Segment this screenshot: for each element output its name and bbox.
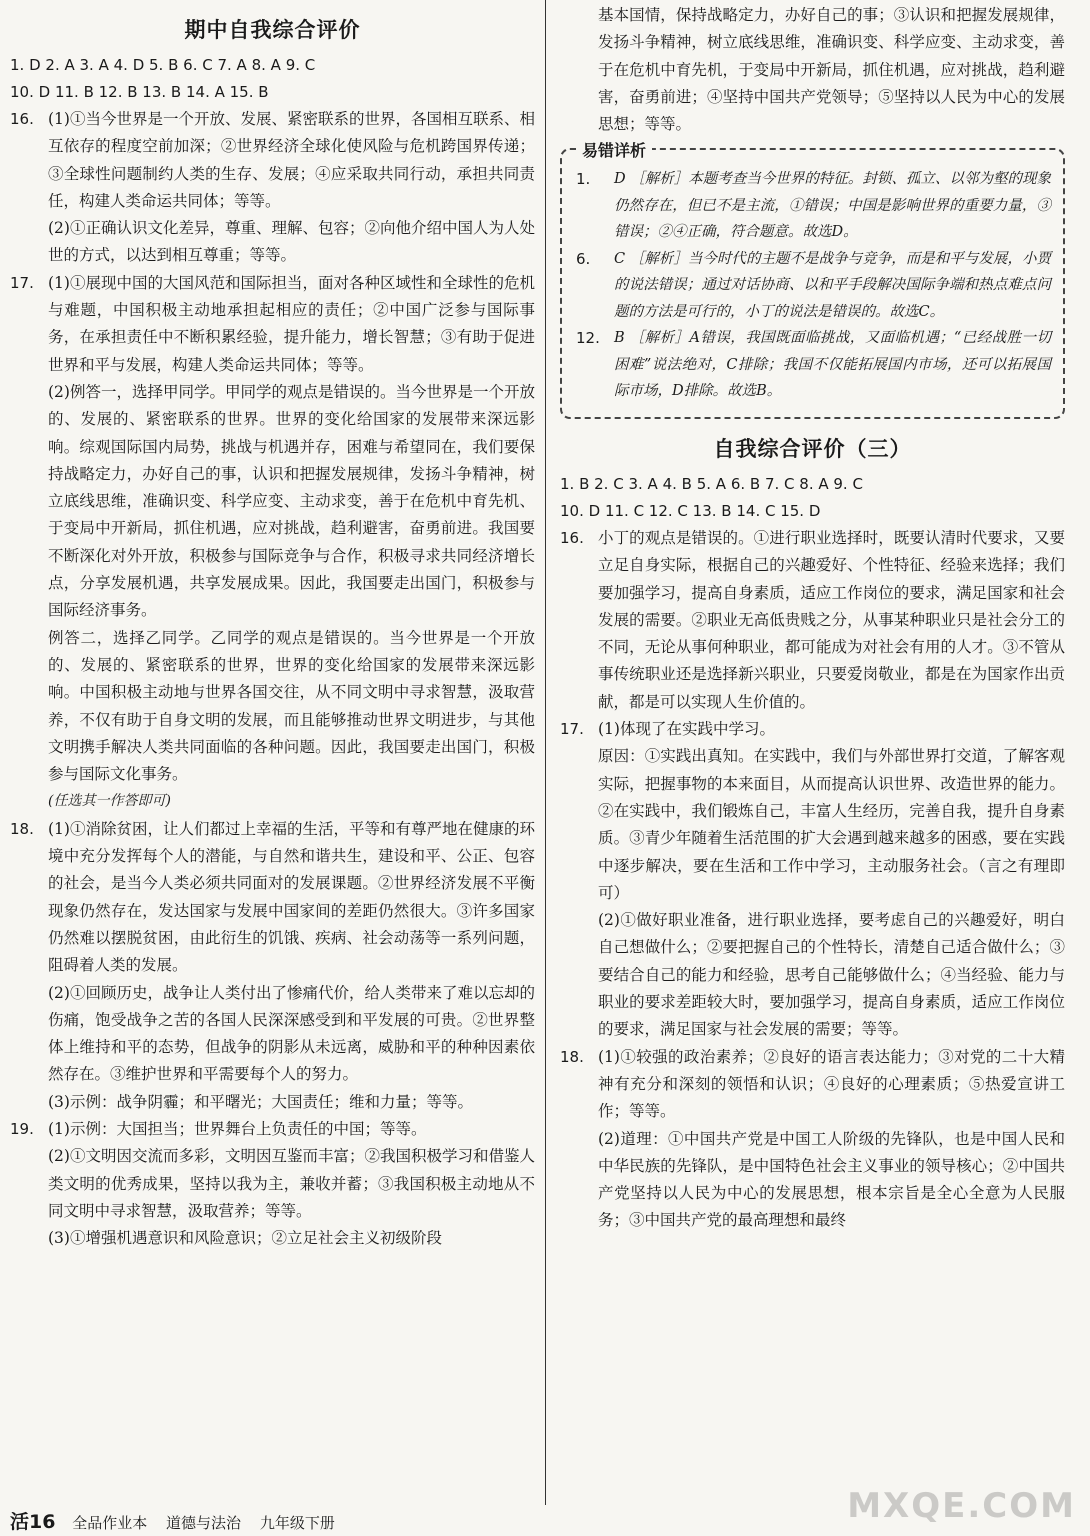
continued-answer bbox=[560, 2, 1065, 138]
left-column bbox=[10, 0, 535, 1252]
question-17 bbox=[10, 270, 535, 816]
error-analysis-text: B ［解析］A错误，我国既面临挑战，又面临机遇；“已经战胜一切困难”说法绝对，C排除；我国不仅能拓展国内市场，还可以拓展国际市场，D排除。故选B。 bbox=[614, 330, 1051, 400]
answer-paragraph: (2)①文明因交流而多彩，文明因互鉴而丰富；②我国积极学习和借鉴人类文明的优秀成果，坚持以我为主，兼收并蓄；③我国积极主动地从不同文明中寻求智慧，汲取营养；等等。 bbox=[48, 1147, 535, 1220]
page-number: 活16 bbox=[10, 1511, 56, 1533]
question-number: 1. bbox=[576, 170, 591, 189]
question-number: 19. bbox=[10, 1119, 34, 1138]
answer-key-line: 10. D 11. B 12. B 13. B 14. A 15. B bbox=[10, 83, 269, 101]
error-analysis-box bbox=[560, 141, 1065, 419]
answer-paragraph: (2)①回顾历史，战争让人类付出了惨痛代价，给人类带来了难以忘却的伤痛，饱受战争之苦的各国人民深深感受到和平发展的可贵。②世界整体上维持和平的态势，但战争的阴影从未远离，威胁和平的种种因素依然存在。③维护世界和平需要每个人的努力。 bbox=[48, 983, 535, 1084]
answer-paragraph: (1)体现了在实践中学习。 bbox=[598, 720, 775, 739]
error-analysis-item bbox=[576, 325, 1051, 405]
section-title-midterm: 期中自我综合评价 bbox=[184, 18, 361, 42]
answer-paragraph: 例答二，选择乙同学。乙同学的观点是错误的。当今世界是一个开放的、发展的、紧密联系的世界，世界的变化给国家的发展带来深远影响。中国积极主动地与世界各国交往，从不同文明中寻求智慧，汲取营养，不仅有助于自身文明的发展，而且能够推动世界文明进步，与其他文明携手解决人类共同面临的各种问题。因此，我国要走出国门，积极参与国际文化事务。 bbox=[48, 628, 535, 784]
answer-key-line: 1. D 2. A 3. A 4. D 5. B 6. C 7. A 8. A 9. C bbox=[10, 56, 316, 74]
question-16 bbox=[560, 525, 1065, 716]
answer-key-line: 10. D 11. C 12. C 13. B 14. C 15. D bbox=[560, 501, 821, 520]
error-analysis-item bbox=[576, 166, 1051, 246]
question-number: 12. bbox=[576, 329, 600, 348]
question-number: 18. bbox=[10, 819, 34, 838]
right-column bbox=[560, 0, 1065, 1235]
error-analysis-item bbox=[576, 246, 1051, 326]
question-number: 16. bbox=[10, 110, 34, 128]
answer-paragraph: (2)①做好职业准备，进行职业选择，要考虑自己的兴趣爱好，明白自己想做什么；②要把握自己的个性特长，清楚自己适合做什么；③要结合自己的能力和经验，思考自己能够做什么；④当经验、能力与职业的要求差距较大时，要加强学习，提高自身素质，适应工作岗位的要求，满足国家与社会发展的需要；等等。 bbox=[598, 911, 1065, 1039]
answer-paragraph: (2)道理：①中国共产党是中国工人阶级的先锋队，也是中国人民和中华民族的先锋队，是中国特色社会主义事业的领导核心；②中国共产党坚持以人民为中心的发展思想，根本宗旨是全心全意为人民服务；③中国共产党的最高理想和最终 bbox=[598, 1129, 1065, 1230]
answer-paragraph: 原因：①实践出真知。在实践中，我们与外部世界打交道，了解客观实际，把握事物的本来面目，从而提高认识世界、改造世界的能力。②在实践中，我们锻炼自己，丰富人生经历，完善自我，提升自身素质。③青少年随着生活范围的扩大会遇到越来越多的困惑，要在实践中逐步解决，要在生活和工作中学习，主动服务社会。（言之有理即可） bbox=[598, 747, 1065, 902]
watermark-logo: MXQE.COM bbox=[847, 1486, 1076, 1526]
column-divider bbox=[545, 0, 546, 1505]
answer-paragraph: (1)①当今世界是一个开放、发展、紧密联系的世界，各国相互联系、相互依存的程度空前加深；②世界经济全球化使风险与危机跨国界传递；③全球性问题制约人类的生存、发展；④应采取共同行动，承担共同责任，构建人类命运共同体；等等。 bbox=[48, 110, 535, 210]
page-footer bbox=[10, 1507, 610, 1531]
question-number: 18. bbox=[560, 1047, 584, 1066]
answer-paragraph: 小丁的观点是错误的。①进行职业选择时，既要认清时代要求，又要立足自身实际，根据自己的兴趣爱好、个性特征、经验来选择；我们要加强学习，提高自身素质，适应工作岗位的要求，满足国家和社会发展的需要。②职业无高低贵贱之分，从事某种职业只是社会分工的不同，无论从事何种职业，都可能成为对社会有用的人才。③不管从事传统职业还是选择新兴职业，只要爱岗敬业，都是在为国家作出贡献，都是可以实现人生价值的。 bbox=[598, 528, 1065, 711]
question-number: 16. bbox=[560, 528, 584, 547]
answer-paragraph: (1)①消除贫困，让人们都过上幸福的生活，平等和有尊严地在健康的环境中充分发挥每个人的潜能，与自然和谐共生，建设和平、公正、包容的社会，是当今人类必须共同面对的发展课题。②世界经济发展不平衡现象仍然存在，发达国家与发展中国家间的差距仍然很大。③许多国家仍然难以摆脱贫困，由此衍生的饥饿、疾病、社会动荡等一系列问题，阻碍着人类的发展。 bbox=[48, 819, 535, 975]
answer-key-line: 1. B 2. C 3. A 4. B 5. A 6. B 7. C 8. A 9. C bbox=[560, 474, 863, 493]
error-analysis-text: C ［解析］当今时代的主题不是战争与竞争，而是和平与发展，小贾的说法错误；通过对话协商、以和平手段解决国际争端和热点难点问题的方法是可行的，小丁的说法是错误的。故选C。 bbox=[614, 250, 1051, 320]
question-19 bbox=[10, 1116, 535, 1252]
answer-paragraph: (1)①较强的政治素养；②良好的语言表达能力；③对党的二十大精神有充分和深刻的领悟和认识；④良好的心理素质；⑤热爱宣讲工作；等等。 bbox=[598, 1047, 1065, 1121]
grade-label: 九年级下册 bbox=[259, 1514, 335, 1532]
answer-note: (任选其一作答即可) bbox=[48, 793, 171, 810]
answer-paragraph: (2)①正确认识文化差异，尊重、理解、包容；②向他介绍中国人为人处世的方式，以达到相互尊重；等等。 bbox=[48, 219, 535, 265]
question-number: 17. bbox=[560, 720, 584, 739]
question-17 bbox=[560, 716, 1065, 1044]
answer-paragraph: (1)示例：大国担当；世界舞台上负责任的中国；等等。 bbox=[48, 1119, 427, 1138]
subject-name: 道德与法治 bbox=[166, 1514, 242, 1532]
error-analysis-label: 易错详析 bbox=[576, 138, 652, 161]
answer-paragraph: (3)示例：战争阴霾；和平曙光；大国责任；维和力量；等等。 bbox=[48, 1092, 473, 1111]
question-18 bbox=[10, 816, 535, 1116]
question-number: 6. bbox=[576, 249, 591, 268]
answer-paragraph: (1)①展现中国的大国风范和国际担当，面对各种区域性和全球性的危机与难题，中国积极主动地承担起相应的责任；②中国广泛参与国际事务，在承担责任中不断积累经验，提升能力，增长智慧；③有助于促进世界和平与发展，构建人类命运共同体；等等。 bbox=[48, 273, 535, 374]
book-title: 全品作业本 bbox=[72, 1514, 148, 1532]
answer-paragraph: 基本国情，保持战略定力，办好自己的事；③认识和把握发展规律，发扬斗争精神，树立底线思维，准确识变、科学应变、主动求变，善于在危机中育先机，于变局中开新局，抓住机遇，应对挑战，趋利避害，奋勇前进；④坚持中国共产党领导；⑤坚持以人民为中心的发展思想；等等。 bbox=[598, 6, 1065, 134]
answer-paragraph: (3)①增强机遇意识和风险意识；②立足社会主义初级阶段 bbox=[48, 1229, 442, 1248]
question-16 bbox=[10, 106, 535, 270]
section-title-self-eval-3: 自我综合评价（三） bbox=[713, 436, 912, 461]
question-18 bbox=[560, 1044, 1065, 1235]
answer-paragraph: (2)例答一，选择甲同学。甲同学的观点是错误的。当今世界是一个开放的、发展的、紧密联系的世界。世界的变化给国家的发展带来深远影响。综观国际国内局势，挑战与机遇并存，困难与希望同在，我们要保持战略定力，办好自己的事，认识和把握发展规律，发扬斗争精神，树立底线思维，准确识变、科学应变、主动求变，善于在危机中育先机、于变局中开新局，抓住机遇，应对挑战，趋利避害，奋勇前进。我国要不断深化对外开放，积极参与国际竞争与合作，积极寻求共同经济增长点，分享发展机遇，共享发展成果。因此，我国要走出国门，积极参与国际经济事务。 bbox=[48, 382, 535, 620]
error-analysis-text: D ［解析］本题考查当今世界的特征。封锁、孤立、以邻为壑的现象仍然存在，但已不是主流，①错误；中国是影响世界的重要力量，③错误；②④正确，符合题意。故选D。 bbox=[614, 171, 1051, 241]
question-number: 17. bbox=[10, 273, 34, 292]
